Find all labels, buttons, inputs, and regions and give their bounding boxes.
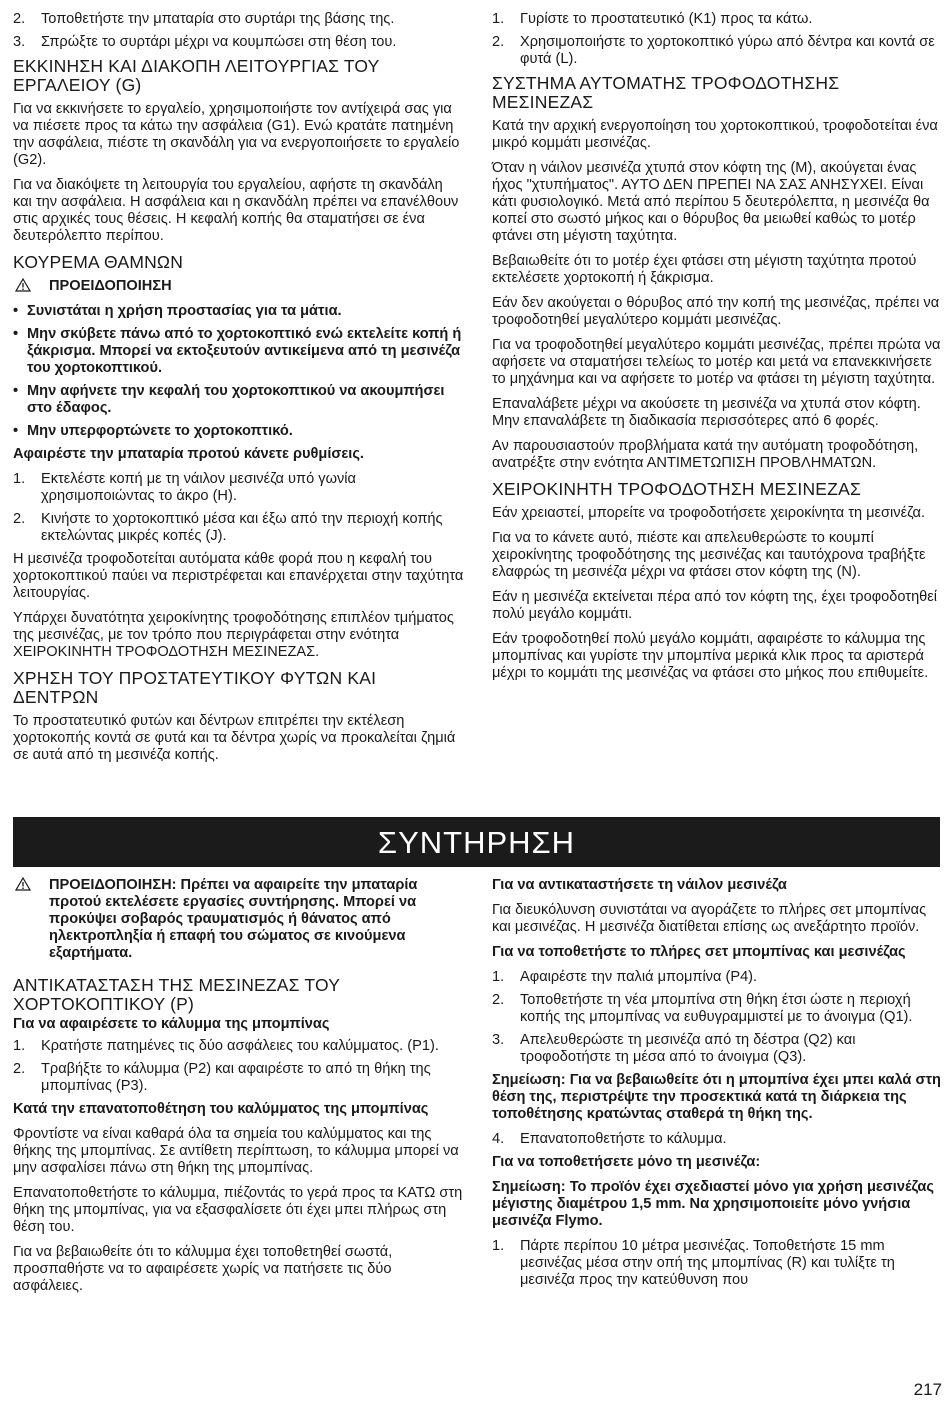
paragraph: Βεβαιωθείτε ότι το μοτέρ έχει φτάσει στη μέγιστη ταχύτητα προτού εκτελέσετε χορτοκοπή ή ξάκρισμα. — [492, 253, 917, 286]
list-item: 2. Τοποθετήστε τη νέα μπομπίνα στη θήκη έτσι ώστε η περιοχή κοπής της μπομπίνας να ευθυγραμμιστεί με το άνοιγμα (Q1). — [492, 992, 913, 1025]
right-column-bottom — [492, 877, 944, 1295]
section-heading-auto-feed: ΣΥΣΤΗΜΑ ΑΥΤΟΜΑΤΗΣ ΤΡΟΦΟΔΟΤΗΣΗΣ ΜΕΣΙΝΕΖΑΣ — [492, 73, 840, 112]
section-heading-replace-line: ΑΝΤΙΚΑΤΑΣΤΑΣΗ ΤΗΣ ΜΕΣΙΝΕΖΑΣ ΤΟΥ ΧΟΡΤΟΚΟΠΤΙΚΟΥ (P) — [13, 975, 340, 1014]
paragraph: Για να εκκινήσετε το εργαλείο, χρησιμοποιήστε τον αντίχειρά σας για να πιέσετε προς τα κάτω την ασφάλεια (G1). Ενώ κρατάτε πατημένη την ασφάλεια, πιέστε τη σκανδάλη για να ενεργοποιήσετε το εργαλείο (G2). — [13, 101, 460, 168]
list-item: 1. Κρατήστε πατημένες τις δύο ασφάλειες του καλύμματος. (P1). — [13, 1038, 439, 1054]
warning-block — [13, 278, 465, 297]
maintenance-warning-text: ΠΡΟΕΙΔΟΠΟΙΗΣΗ: Πρέπει να αφαιρείτε την μπαταρία προτού εκτελέσετε εργασίες συντήρησης. Μπορεί να προκύψει σοβαρός τραυματισμός ή θάνατος από ηλεκτροπληξία ή επαφή του σώματος σε κινούμενα εξαρτήματα. — [49, 877, 418, 961]
paragraph: Το προστατευτικό φυτών και δέντρων επιτρέπει την εκτέλεση χορτοκοπής κοντά σε φυτά και τα δέντρα χωρίς να προκαλείται ζημιά σε αυτά από τη μεσινέζα κοπής. — [13, 713, 456, 763]
list-item: 4. Επανατοποθετήστε το κάλυμμα. — [492, 1131, 727, 1147]
section-heading-bushes: ΚΟΥΡΕΜΑ ΘΑΜΝΩΝ — [13, 252, 184, 272]
warning-block — [13, 877, 465, 962]
paragraph: Η μεσινέζα τροφοδοτείται αυτόματα κάθε φορά που η κεφαλή του χορτοκοπτικού παύει να περιστρέφεται και επανέρχεται στην ταχύτητα λειτουργίας. — [13, 551, 464, 601]
paragraph: Για διευκόλυνση συνιστάται να αγοράζετε το πλήρες σετ μπομπίνας και μεσινέζας. Η μεσινέζα διατίθεται επίσης ως ανεξάρτητο προϊόν. — [492, 902, 927, 935]
list-item: 1. Αφαιρέστε την παλιά μπομπίνα (P4). — [492, 969, 758, 985]
paragraph: Εάν δεν ακούγεται ο θόρυβος από την κοπή της μεσινέζας, πρέπει να τροφοδοτηθεί μεγαλύτερο κομμάτι μεσινέζας. — [492, 295, 940, 328]
section-heading-start-stop: ΕΚΚΙΝΗΣΗ ΚΑΙ ΔΙΑΚΟΠΗ ΛΕΙΤΟΥΡΓΙΑΣ ΤΟΥ ΕΡΓΑΛΕΙΟΥ (G) — [13, 56, 380, 95]
right-column-top — [492, 11, 944, 690]
list-item: 2. Κινήστε το χορτοκοπτικό μέσα και έξω από την περιοχή κοπής εκτελώντας μικρές κοπές (J). — [13, 511, 443, 544]
paragraph: Αν παρουσιαστούν προβλήματα κατά την αυτόματη τροφοδότηση, ανατρέξτε στην ενότητα ΑΝΤΙΜΕΤΩΠΙΣΗ ΠΡΟΒΛΗΜΑΤΩΝ. — [492, 438, 919, 471]
paragraph: Εάν η μεσινέζα εκτείνεται πέρα από τον κόφτη της, έχει τροφοδοτηθεί πολύ μεγάλο κομμάτι. — [492, 589, 938, 622]
list-item: • Συνιστάται η χρήση προστασίας για τα μάτια. — [13, 303, 342, 319]
list-item: • Μην αφήνετε την κεφαλή του χορτοκοπτικού να ακουμπήσει στο έδαφος. — [13, 383, 445, 416]
list-item: 2. Τραβήξτε το κάλυμμα (P2) και αφαιρέστε το από τη θήκη της μπομπίνας (P3). — [13, 1061, 431, 1094]
subheading-full-set: Για να τοποθετήστε το πλήρες σετ μπομπίνας και μεσινέζας — [492, 944, 906, 960]
list-item: 2. Τοποθετήστε την μπαταρία στο συρτάρι της βάσης της. — [13, 11, 395, 27]
warning-triangle-icon — [13, 278, 49, 297]
paragraph: Για να το κάνετε αυτό, πιέστε και απελευθερώστε το κουμπί χειροκίνητης τροφοδότησης της μεσινέζας και ταυτόχρονα τραβήξτε ελαφρώς τη μεσινέζα μέχρι να φτάσει στον κόφτη της (N). — [492, 530, 926, 580]
paragraph: Όταν η νάιλον μεσινέζα χτυπά στον κόφτη της (M), ακούγεται ένας ήχος "χτυπήματος". ΑΥΤΟ ΔΕΝ ΠΡΕΠΕΙ ΝΑ ΣΑΣ ΑΝΗΣΥΧΕΙ. Είναι κάτι φυσιολογικό. Μετά από περίπου 5 δευτερόλεπτα, η μεσινέζα θα κοπεί στο σωστό μήκος και ο θόρυβος θα μειωθεί καθώς το μοτέρ φτάνει στη μέγιστη ταχύτητα. — [492, 160, 930, 244]
subheading-refit-cover: Κατά την επανατοποθέτηση του καλύμματος της μπομπίνας — [13, 1101, 429, 1117]
paragraph: Υπάρχει δυνατότητα χειροκίνητης τροφοδότησης επιπλέον τμήματος της μεσινέζας, με τον τρόπο που περιγράφεται στην ενότητα ΧΕΙΡΟΚΙΝΗΤΗ ΤΡΟΦΟΔΟΤΗΣΗ ΜΕΣΙΝΕΖΑΣ. — [13, 610, 454, 660]
paragraph: Εάν χρειαστεί, μπορείτε να τροφοδοτήσετε χειροκίνητα τη μεσινέζα. — [492, 505, 926, 521]
list-item: 2. Χρησιμοποιήστε το χορτοκοπτικό γύρω από δέντρα και κοντά σε φυτά (L). — [492, 34, 935, 67]
paragraph: Επανατοποθετήστε το κάλυμμα, πιέζοντάς το γερά προς τα ΚΑΤΩ στη θήκη της μπομπίνας, για να εξασφαλίσετε ότι έχει μπει πλήρως στη θέση του. — [13, 1185, 463, 1235]
paragraph: Επαναλάβετε μέχρι να ακούσετε τη μεσινέζα να χτυπά στον κόφτη. Μην επαναλάβετε τη διαδικασία περισσότερες από 6 φορές. — [492, 396, 921, 429]
subheading-remove-cover: Για να αφαιρέσετε το κάλυμμα της μπομπίνας — [13, 1016, 330, 1032]
warning-triangle-icon — [13, 877, 49, 962]
paragraph: Για να διακόψετε τη λειτουργία του εργαλείου, αφήστε τη σκανδάλη και την ασφάλεια. Η ασφάλεια και η σκανδάλη πρέπει να επανέλθουν στις αρχικές τους θέσεις. Η κεφαλή κοπής θα σταματήσει σε ένα δευτερόλεπτο περίπου. — [13, 177, 459, 244]
note-rotate-spool: Σημείωση: Για να βεβαιωθείτε ότι η μπομπίνα έχει μπει καλά στη θέση της, περιστρέψτε την προσεκτικά κατά τη διάρκεια της τοποθέτησης κρατώντας σταθερά τη θήκη της. — [492, 1072, 941, 1122]
subheading-replace-nylon-line: Για να αντικαταστήσετε τη νάιλον μεσινέζα — [492, 877, 787, 893]
list-item: 1. Πάρτε περίπου 10 μέτρα μεσινέζας. Τοποθετήστε 15 mm μεσινέζας μέσα στην οπή της μπομπίνας (R) και τυλίξτε τη μεσινέζα προς την κατεύθυνση που — [492, 1238, 895, 1288]
paragraph: Φροντίστε να είναι καθαρά όλα τα σημεία του καλύμματος και της θήκης της μπομπίνας. Σε αντίθετη περίπτωση, το κάλυμμα μπορεί να μην ασφαλίσει πάνω στη θήκη της μπομπίνας. — [13, 1126, 459, 1176]
section-heading-manual-feed: ΧΕΙΡΟΚΙΝΗΤΗ ΤΡΟΦΟΔΟΤΗΣΗ ΜΕΣΙΝΕΖΑΣ — [492, 479, 861, 499]
paragraph: Εάν τροφοδοτηθεί πολύ μεγάλο κομμάτι, αφαιρέστε το κάλυμμα της μπομπίνας και γυρίστε την μπομπίνα μερικά κλικ προς τα αριστερά μέχρι το κομμάτι της μεσινέζας να φτάσει στο μήκος που επιθυμείτε. — [492, 631, 929, 681]
list-item: 3. Σπρώξτε το συρτάρι μέχρι να κουμπώσει στη θέση του. — [13, 34, 397, 50]
paragraph: Για να τροφοδοτηθεί μεγαλύτερο κομμάτι μεσινέζας, πρέπει πρώτα να αφήσετε να σταματήσει τελείως το μοτέρ και μετά να επανεκκινήσετε το μηχάνημα και να αφήσετε το μοτέρ να φτάσει τη μέγιστη ταχύτητα. — [492, 337, 941, 387]
section-heading-guard: ΧΡΗΣΗ ΤΟΥ ΠΡΟΣΤΑΤΕΥΤΙΚΟΥ ΦΥΤΩΝ ΚΑΙ ΔΕΝΤΡΩΝ — [13, 668, 377, 707]
left-column-top — [13, 11, 465, 772]
list-item: 3. Απελευθερώστε τη μεσινέζα από τη δέστρα (Q2) και τροφοδοτήστε τη μέσα από το άνοιγμα (Q3). — [492, 1032, 856, 1065]
warning-label: ΠΡΟΕΙΔΟΠΟΙΗΣΗ — [49, 278, 172, 294]
list-item: 1. Εκτελέστε κοπή με τη νάιλον μεσινέζα υπό γωνία χρησιμοποιώντας το άκρο (H). — [13, 471, 356, 504]
paragraph: Για να βεβαιωθείτε ότι το κάλυμμα έχει τοποθετηθεί σωστά, προσπαθήστε να το αφαιρέσετε χωρίς να πατήσετε τις δύο ασφάλειες. — [13, 1244, 393, 1294]
section-banner: ΣΥΝΤΗΡΗΣΗ — [13, 817, 940, 867]
subheading-line-only: Για να τοποθετήσετε μόνο τη μεσινέζα: — [492, 1154, 761, 1170]
note-max-diameter: Σημείωση: Το προϊόν έχει σχεδιαστεί μόνο για χρήση μεσινέζας μέγιστης διαμέτρου 1,5 mm. Να χρησιμοποιείτε μόνο γνήσια μεσινέζα Flymo. — [492, 1179, 934, 1229]
remove-battery-note: Αφαιρέστε την μπαταρία προτού κάνετε ρυθμίσεις. — [13, 446, 364, 462]
list-item: • Μην σκύβετε πάνω από το χορτοκοπτικό ενώ εκτελείτε κοπή ή ξάκρισμα. Μπορεί να εκτοξευτούν αντικείμενα από τη μεσινέζα του χορτοκοπτικού. — [13, 326, 462, 376]
left-column-bottom — [13, 877, 465, 1303]
paragraph: Κατά την αρχική ενεργοποίηση του χορτοκοπτικού, τροφοδοτείται ένα μικρό κομμάτι μεσινέζας. — [492, 118, 938, 151]
list-item: • Μην υπερφορτώνετε το χορτοκοπτικό. — [13, 423, 293, 439]
list-item: 1. Γυρίστε το προστατευτικό (K1) προς τα κάτω. — [492, 11, 813, 27]
page-number: 217 — [913, 1380, 942, 1399]
